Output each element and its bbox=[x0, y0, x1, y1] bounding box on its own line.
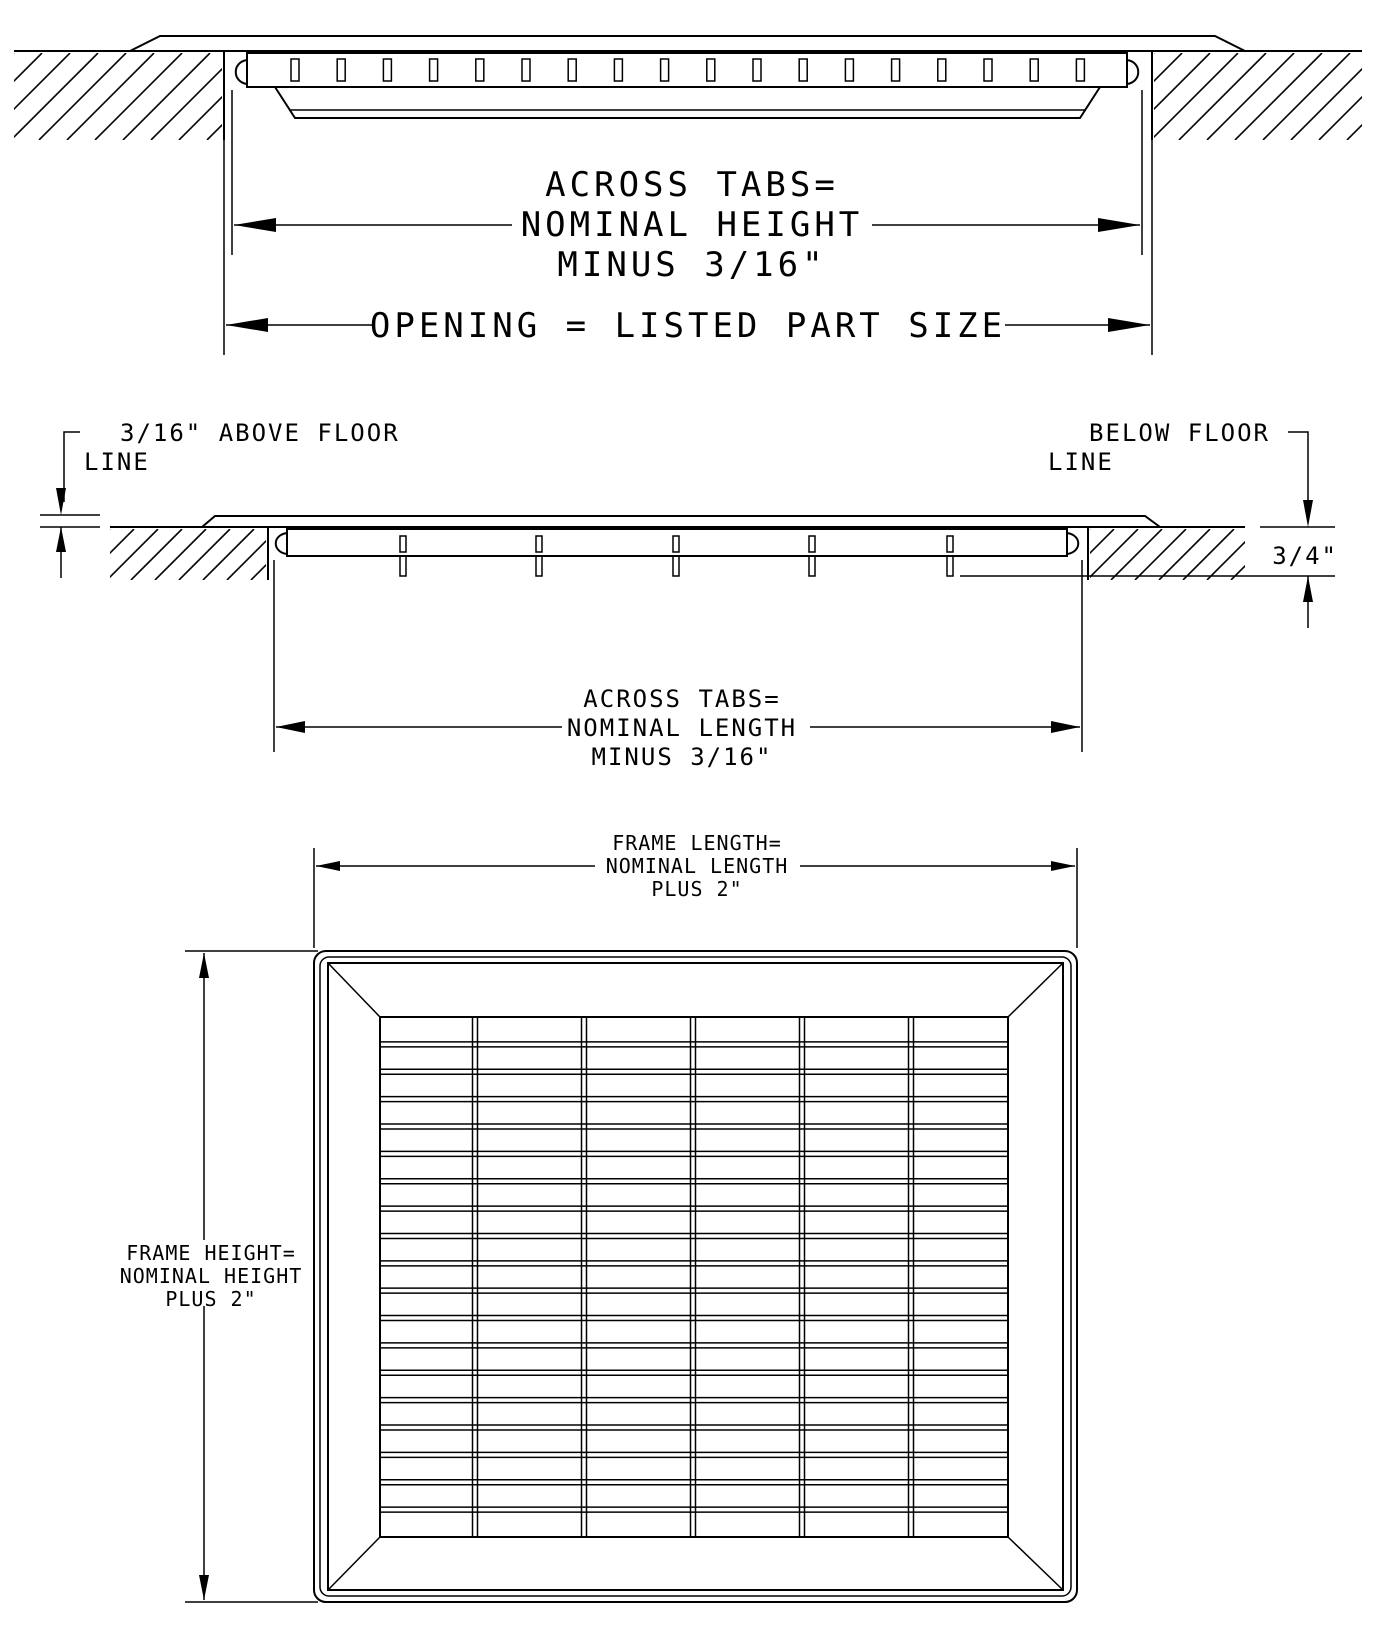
register-body-top bbox=[247, 53, 1127, 87]
tab-clip-right bbox=[1067, 533, 1078, 554]
vent-slots-top bbox=[291, 59, 1084, 81]
damper-fin-stem bbox=[400, 556, 406, 576]
arrow-up bbox=[199, 953, 209, 978]
hatch-stroke bbox=[299, 529, 350, 580]
hatch-stroke bbox=[59, 529, 110, 580]
tab-clip-right bbox=[1127, 60, 1138, 84]
arrow-right bbox=[1098, 218, 1140, 232]
hatch-stroke bbox=[203, 529, 254, 580]
arrow-down bbox=[199, 1575, 209, 1600]
hatch-stroke bbox=[235, 53, 322, 140]
damper-fin-stem bbox=[947, 556, 953, 576]
hatch-stroke bbox=[39, 53, 126, 140]
bevel-bottom-right bbox=[1008, 1537, 1063, 1590]
grille-louvers bbox=[380, 1017, 1008, 1537]
arrow-right bbox=[1108, 318, 1150, 332]
arrow-left bbox=[316, 861, 340, 871]
arrow-left bbox=[226, 318, 268, 332]
hatch-stroke bbox=[0, 53, 42, 140]
vent-slot bbox=[661, 59, 669, 81]
frame-height-label-2: NOMINAL HEIGHT bbox=[119, 1264, 303, 1288]
hatch-stroke bbox=[0, 53, 14, 140]
vent-slot bbox=[476, 59, 484, 81]
vent-slot bbox=[938, 59, 946, 81]
hatch-stroke bbox=[179, 53, 266, 140]
vent-slot bbox=[383, 59, 391, 81]
hatch-stroke bbox=[1087, 529, 1138, 580]
frame-height-label-1: FRAME HEIGHT= bbox=[126, 1241, 296, 1265]
arrow-right bbox=[1051, 861, 1075, 871]
hatch-stroke bbox=[0, 53, 70, 140]
across-tabs-label-2: NOMINAL HEIGHT bbox=[520, 205, 864, 245]
hatch-stroke bbox=[1159, 529, 1210, 580]
vent-slot bbox=[707, 59, 715, 81]
hatch-stroke bbox=[1235, 53, 1322, 140]
hatch-stroke bbox=[251, 529, 302, 580]
vent-slot bbox=[892, 59, 900, 81]
arrow-up bbox=[56, 527, 66, 552]
above-floor-label-1: 3/16" ABOVE FLOOR bbox=[120, 419, 400, 447]
vent-slot bbox=[1030, 59, 1038, 81]
register-bottom-tray bbox=[275, 87, 1100, 118]
vent-slot bbox=[614, 59, 622, 81]
vent-slot bbox=[753, 59, 761, 81]
plan-view bbox=[120, 831, 1077, 1602]
side-across-tabs-label-1: ACROSS TABS= bbox=[583, 685, 781, 713]
damper-fin bbox=[400, 536, 406, 552]
vent-slot bbox=[337, 59, 345, 81]
hatch-stroke bbox=[1183, 529, 1234, 580]
hatch-stroke bbox=[291, 53, 378, 140]
opening-label: OPENING = LISTED PART SIZE bbox=[369, 306, 1007, 346]
bevel-bottom-left bbox=[328, 1537, 380, 1590]
tab-clip-left bbox=[276, 533, 287, 554]
below-floor-label-1: BELOW FLOOR bbox=[1089, 419, 1270, 447]
hatch-stroke bbox=[1263, 53, 1350, 140]
frame-length-label-1: FRAME LENGTH= bbox=[612, 831, 782, 855]
flange-side bbox=[202, 516, 1160, 527]
hatch-stroke bbox=[1067, 53, 1154, 140]
across-tabs-label-1: ACROSS TABS= bbox=[545, 165, 839, 205]
damper-fin bbox=[809, 536, 815, 552]
bevel-top-left bbox=[328, 963, 380, 1017]
damper-fin bbox=[947, 536, 953, 552]
hatch-stroke bbox=[1135, 529, 1186, 580]
below-floor-label-2: LINE bbox=[1048, 448, 1114, 476]
damper-fin bbox=[536, 536, 542, 552]
above-floor-label-2: LINE bbox=[84, 448, 150, 476]
hatch-stroke bbox=[227, 529, 278, 580]
hatch-stroke bbox=[123, 53, 210, 140]
tab-clip-left bbox=[236, 60, 247, 84]
top-section-view bbox=[0, 36, 1373, 355]
arrow-down bbox=[1303, 500, 1313, 527]
floor-hatch-side-left bbox=[59, 529, 350, 580]
vent-slot bbox=[845, 59, 853, 81]
leader-below-floor bbox=[1288, 432, 1308, 510]
hatch-stroke bbox=[179, 529, 230, 580]
arrow-left bbox=[276, 721, 305, 733]
hatch-stroke bbox=[155, 529, 206, 580]
floor-hatch-top-right bbox=[1067, 53, 1373, 140]
frame-length-label-2: NOMINAL LENGTH bbox=[605, 854, 789, 878]
vent-slot bbox=[984, 59, 992, 81]
vent-slot bbox=[430, 59, 438, 81]
vent-slot bbox=[568, 59, 576, 81]
vent-slot bbox=[799, 59, 807, 81]
arrow-right bbox=[1051, 721, 1080, 733]
hatch-stroke bbox=[1347, 53, 1373, 140]
hatch-stroke bbox=[83, 529, 134, 580]
bevel-top-right bbox=[1008, 963, 1063, 1017]
vent-slot bbox=[291, 59, 299, 81]
damper-fin bbox=[673, 536, 679, 552]
hatch-stroke bbox=[1179, 53, 1266, 140]
hatch-stroke bbox=[1111, 529, 1162, 580]
frame-height-label-3: PLUS 2" bbox=[165, 1287, 257, 1311]
side-section-view bbox=[40, 419, 1338, 771]
damper-fin-stem bbox=[536, 556, 542, 576]
flange-top bbox=[130, 36, 1245, 51]
leader-above-floor bbox=[64, 432, 80, 502]
hatch-stroke bbox=[95, 53, 182, 140]
hatch-stroke bbox=[131, 529, 182, 580]
side-across-tabs-label-3: MINUS 3/16" bbox=[591, 743, 773, 771]
hatch-stroke bbox=[1207, 53, 1294, 140]
hatch-stroke bbox=[1151, 53, 1238, 140]
hatch-stroke bbox=[275, 529, 326, 580]
frame-length-label-3: PLUS 2" bbox=[651, 877, 743, 901]
floor-hatch-top-left bbox=[0, 53, 378, 140]
hatch-stroke bbox=[67, 53, 154, 140]
vent-slot bbox=[522, 59, 530, 81]
hatch-stroke bbox=[1319, 53, 1373, 140]
hatch-stroke bbox=[1095, 53, 1182, 140]
side-across-tabs-label-2: NOMINAL LENGTH bbox=[566, 714, 798, 742]
hatch-stroke bbox=[1207, 529, 1258, 580]
hatch-stroke bbox=[11, 53, 98, 140]
hatch-stroke bbox=[107, 529, 158, 580]
damper-fin-stem bbox=[673, 556, 679, 576]
vent-slot bbox=[1076, 59, 1084, 81]
across-tabs-label-3: MINUS 3/16" bbox=[557, 245, 827, 285]
depth-label: 3/4" bbox=[1272, 542, 1338, 570]
arrow-up bbox=[1303, 576, 1313, 602]
arrow-left bbox=[234, 218, 276, 232]
damper-fin-stem bbox=[809, 556, 815, 576]
